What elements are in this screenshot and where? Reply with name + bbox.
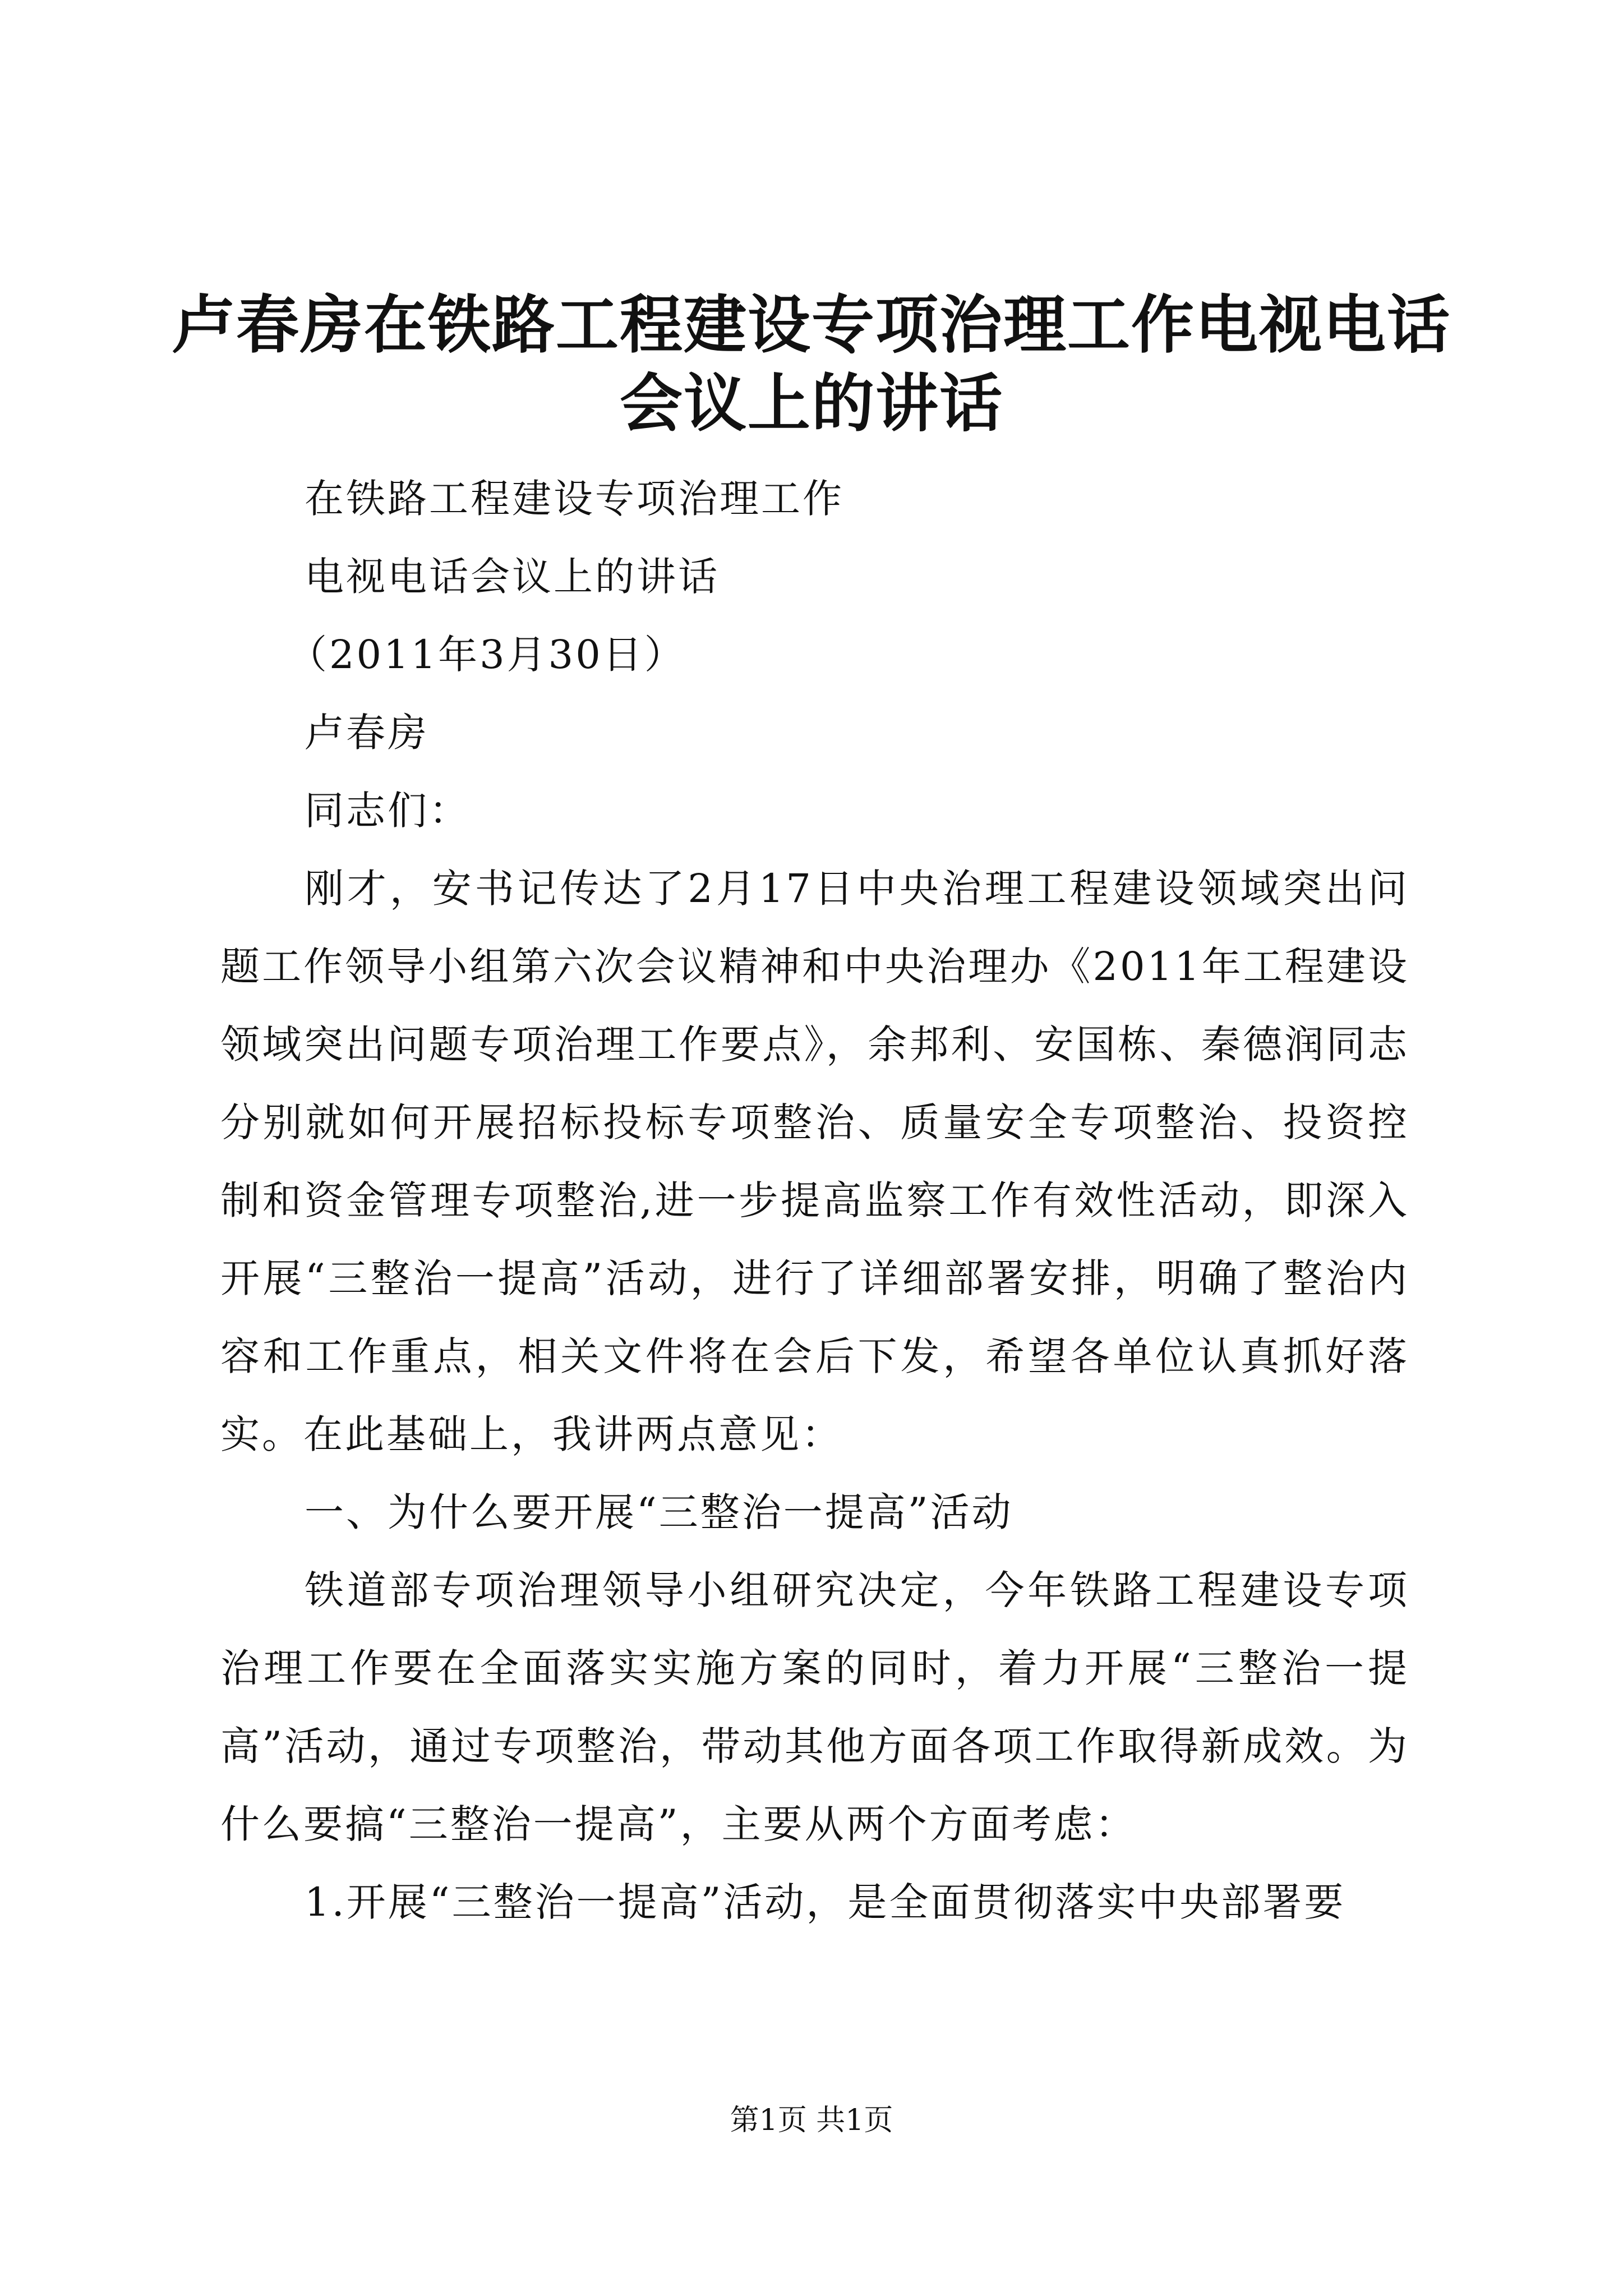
subtitle-line-1: 在铁路工程建设专项治理工作 (305, 476, 844, 522)
page-footer: 第1页 共1页 (730, 2104, 893, 2137)
speaker-name: 卢春房 (305, 710, 429, 756)
paragraph: 铁道部专项治理领导小组研究决定，今年铁路工程建设专项治理工作要在全面落实实施方案的同时，着力开展“三整治一提高”活动，通过专项整治，带动其他方面各项工作取得新成效。为什么要搞“三整治一提高”，主要从两个方面考虑： (220, 1567, 1409, 1847)
subtitle-line-2: 电视电话会议上的讲话 (305, 554, 720, 600)
paragraph: 1.开展“三整治一提高”活动，是全面贯彻落实中央部署要 (305, 1879, 1346, 1925)
section-heading: 一、为什么要开展“三整治一提高”活动 (305, 1489, 1013, 1535)
salutation: 同志们： (305, 788, 471, 834)
speech-date: （2011年3月30日） (288, 632, 686, 678)
paragraph: 刚才，安书记传达了2月17日中央治理工程建设领域突出问题工作领导小组第六次会议精神和中央治理办《2011年工程建设领域突出问题专项治理工作要点》，余邦利、安国栋、秦德润同志分别就如何开展招标投标专项整治、质量安全专项整治、投资控制和资金管理专项整治,进一步提高监察工作有效性活动，即深入开展“三整治一提高”活动，进行了详细部署安排，明确了整治内容和工作重点，相关文件将在会后下发，希望各单位认真抓好落实。在此基础上，我讲两点意见： (220, 866, 1409, 1457)
document-title-line-2: 会议上的讲话 (620, 367, 1003, 440)
document-body (220, 460, 1409, 1941)
document-title-line-1: 卢春房在铁路工程建设专项治理工作电视电话 (172, 288, 1451, 362)
